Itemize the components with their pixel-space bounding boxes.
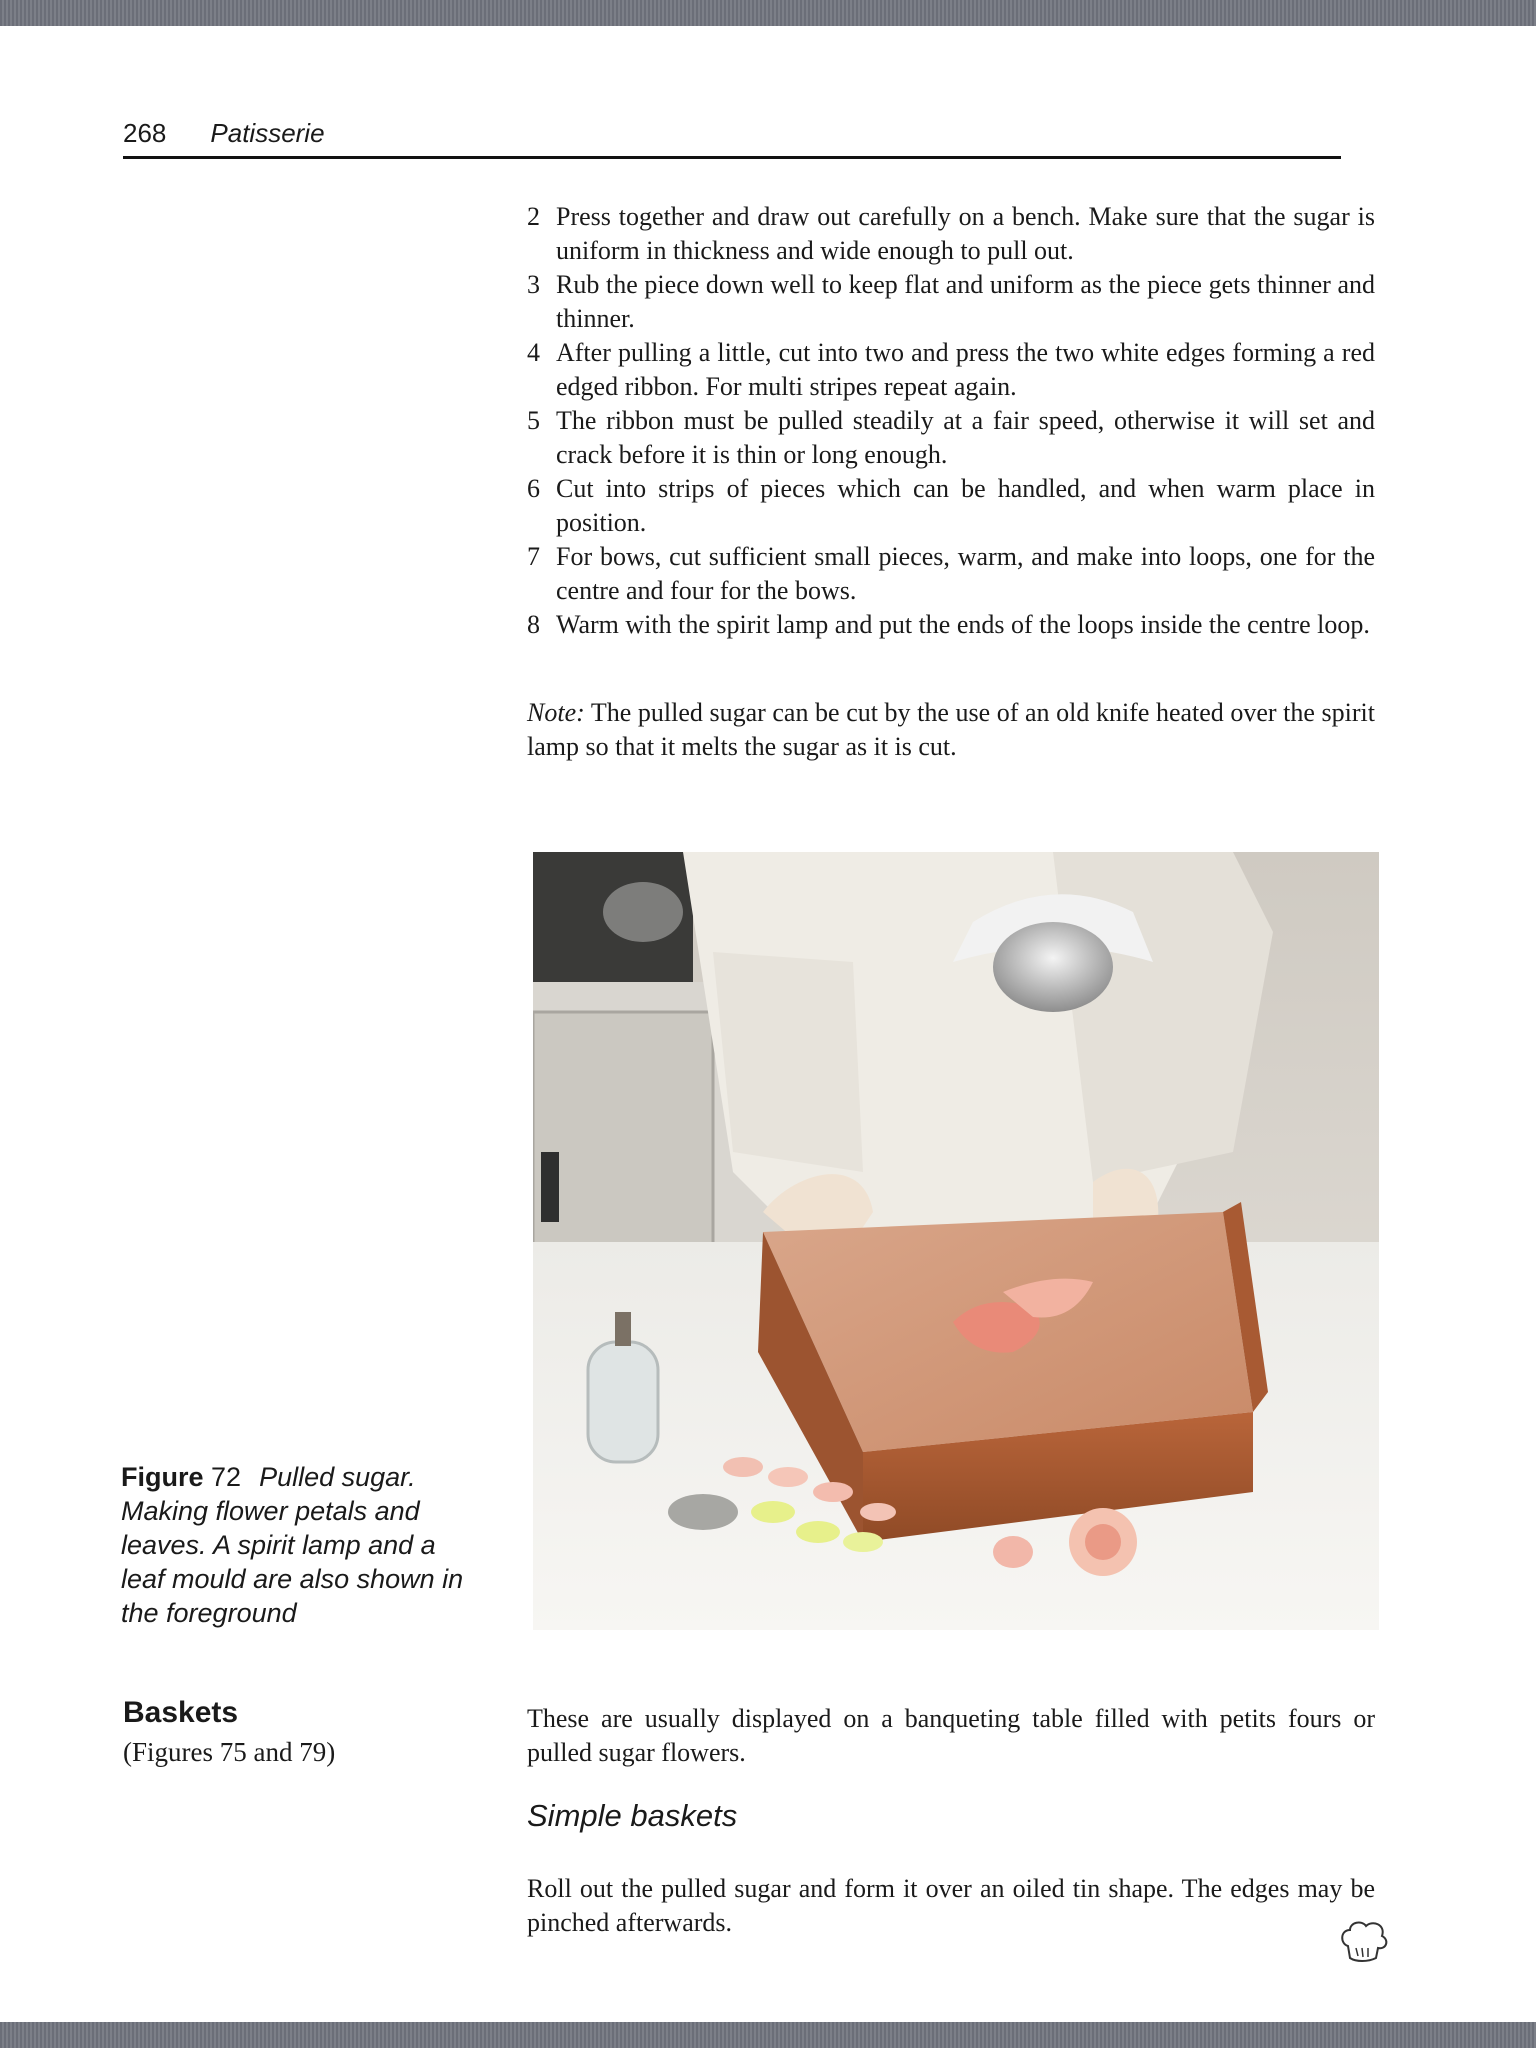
step-item <box>527 268 1375 336</box>
figure-caption <box>121 1460 481 1630</box>
figure-word: Figure <box>121 1462 204 1492</box>
step-item <box>527 472 1375 540</box>
step-text: After pulling a little, cut into two and press the two white edges forming a red edged ribbon. For multi stripes repeat again. <box>556 338 1375 401</box>
step-item <box>527 540 1375 608</box>
step-item <box>527 200 1375 268</box>
step-number: 7 <box>527 542 540 571</box>
baskets-intro-paragraph: These are usually displayed on a banqueting table filled with petits fours or pulled sugar flowers. <box>527 1704 1375 1767</box>
step-number: 3 <box>527 270 540 299</box>
viewer-top-bar <box>0 0 1536 26</box>
section-title: Patisserie <box>210 118 325 148</box>
step-text: Rub the piece down well to keep flat and uniform as the piece gets thinner and thinner. <box>556 270 1375 333</box>
header-rule <box>123 156 1341 159</box>
step-number: 2 <box>527 202 540 231</box>
viewer-bottom-bar <box>0 2022 1536 2048</box>
step-text: Warm with the spirit lamp and put the ends of the loops inside the centre loop. <box>556 610 1370 639</box>
running-head <box>123 118 1341 149</box>
figure-photo <box>533 852 1379 1630</box>
pulled-sugar-photo-illustration <box>533 852 1379 1630</box>
step-item <box>527 336 1375 404</box>
note-text: The pulled sugar can be cut by the use of an old knife heated over the spirit lamp so that it melts the sugar as it is cut. <box>527 698 1375 761</box>
step-text: For bows, cut sufficient small pieces, warm, and make into loops, one for the centre and four for the bows. <box>556 542 1375 605</box>
figure-caption-text: Pulled sugar. Making flower petals and leaves. A spirit lamp and a leaf mould are also shown in the foreground <box>121 1462 464 1628</box>
step-number: 4 <box>527 338 540 367</box>
step-number: 6 <box>527 474 540 503</box>
page-number: 268 <box>123 118 167 148</box>
step-item <box>527 404 1375 472</box>
subheading-simple-baskets: Simple baskets <box>527 1798 738 1833</box>
section-heading-baskets: Baskets <box>123 1696 239 1729</box>
note-paragraph <box>527 696 1375 764</box>
simple-baskets-paragraph: Roll out the pulled sugar and form it over an oiled tin shape. The edges may be pinched afterwards. <box>527 1874 1375 1937</box>
figure-reference: (Figures 75 and 79) <box>123 1737 336 1767</box>
step-number: 8 <box>527 610 540 639</box>
chef-hat-icon <box>1338 1918 1390 1964</box>
step-item <box>527 608 1375 642</box>
note-label: Note: <box>527 698 585 727</box>
step-text: Cut into strips of pieces which can be handled, and when warm place in position. <box>556 474 1375 537</box>
step-number: 5 <box>527 406 540 435</box>
step-list <box>527 200 1375 642</box>
step-text: Press together and draw out carefully on a bench. Make sure that the sugar is uniform in thickness and wide enough to pull out. <box>556 202 1375 265</box>
figure-number: 72 <box>211 1462 242 1492</box>
step-text: The ribbon must be pulled steadily at a fair speed, otherwise it will set and crack before it is thin or long enough. <box>556 406 1375 469</box>
figure-label <box>121 1462 241 1492</box>
